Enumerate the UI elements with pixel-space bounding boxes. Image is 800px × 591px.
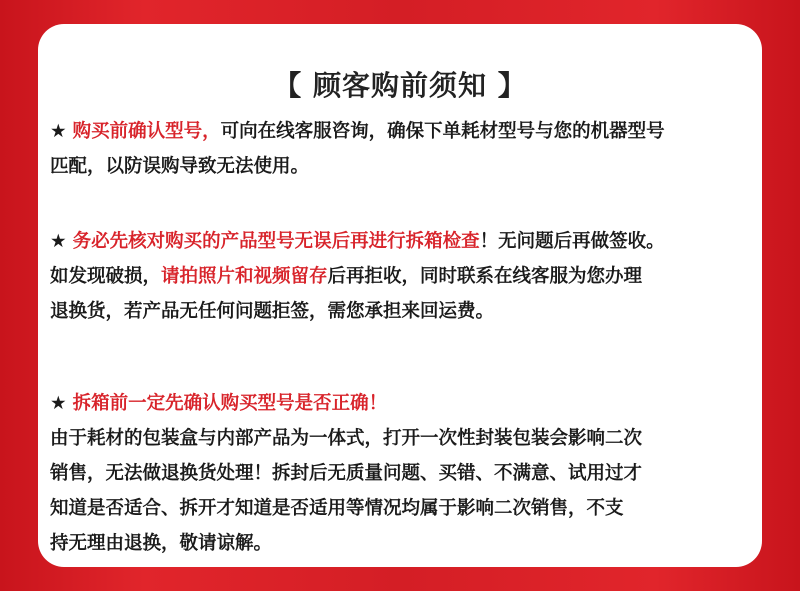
notice-line: 退换货，若产品无任何问题拒签，需您承担来回运费。 <box>50 301 495 322</box>
highlight-text: 拆箱前一定先确认购买型号是否正确！ <box>72 393 388 414</box>
notice-line <box>50 386 760 421</box>
notice-section-confirm-model <box>50 114 760 184</box>
star-icon: ★ <box>50 393 67 414</box>
notice-line: 由于耗材的包装盒与内部产品为一体式，打开一次性封装包装会影响二次 <box>50 428 643 449</box>
notice-line: 匹配，以防误购导致无法使用。 <box>50 156 310 177</box>
star-icon: ★ <box>50 231 67 252</box>
body-text: ！无问题后再做签收。 <box>479 231 665 252</box>
notice-line: 销售，无法做退换货处理！拆封后无质量问题、买错、不满意、试用过才 <box>50 463 643 484</box>
notice-line <box>50 259 760 294</box>
body-text: 如发现破损， <box>50 266 162 287</box>
highlight-text: 请拍照片和视频留存 <box>161 266 328 287</box>
notice-section-unboxing <box>50 386 760 561</box>
notice-section-inspect-before-sign <box>50 224 760 329</box>
page-title: 【 顾客购前须知 】 <box>273 69 527 102</box>
notice-line: 持无理由退换，敬请谅解。 <box>50 533 273 554</box>
notice-line: 知道是否适合、拆开才知道是否适用等情况均属于影响二次销售，不支 <box>50 498 624 519</box>
notice-line <box>50 114 760 149</box>
notice-card <box>38 24 762 567</box>
highlight-text: 务必先核对购买的产品型号无误后再进行拆箱检查 <box>72 231 480 252</box>
highlight-text: 购买前确认型号， <box>72 121 221 142</box>
body-text: 可向在线客服咨询，确保下单耗材型号与您的机器型号 <box>220 121 665 142</box>
notice-line <box>50 224 760 259</box>
star-icon: ★ <box>50 121 67 142</box>
body-text: 后再拒收，同时联系在线客服为您办理 <box>327 266 643 287</box>
